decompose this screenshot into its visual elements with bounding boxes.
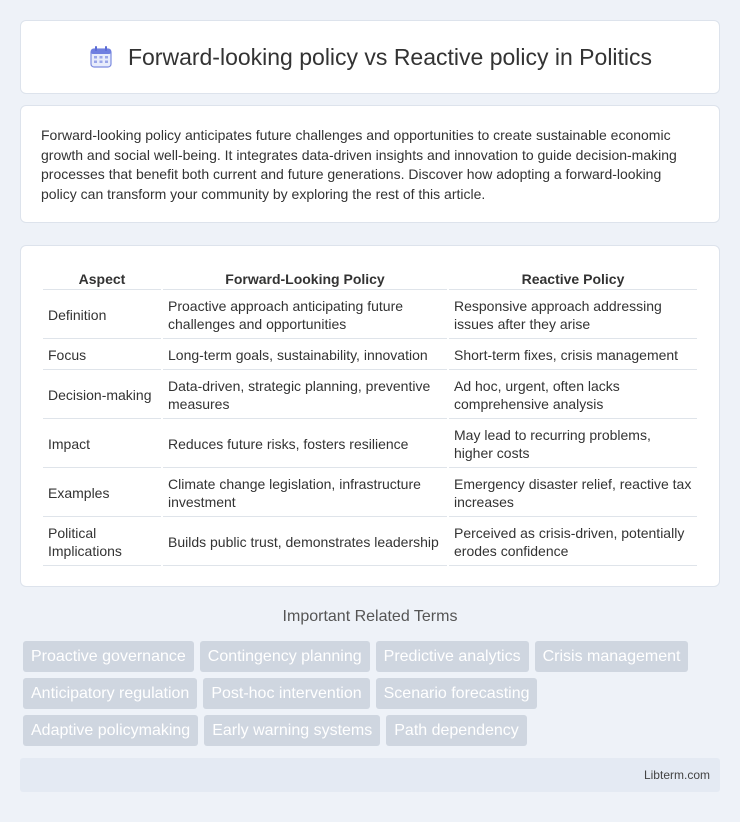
table-cell: Data-driven, strategic planning, preventive measures — [163, 372, 447, 419]
table-cell: Responsive approach addressing issues after they arise — [449, 292, 697, 339]
tag-contingency-planning[interactable]: Contingency planning — [200, 641, 370, 672]
table-cell: Emergency disaster relief, reactive tax increases — [449, 470, 697, 517]
tag-scenario-forecasting[interactable]: Scenario forecasting — [376, 678, 538, 709]
table-cell: Reduces future risks, fosters resilience — [163, 421, 447, 468]
tag-row — [23, 678, 723, 709]
table-cell: Long-term goals, sustainability, innovation — [163, 341, 447, 370]
table-cell: Political Implications — [43, 519, 161, 566]
table-cell: Definition — [43, 292, 161, 339]
tag-crisis-management[interactable]: Crisis management — [535, 641, 689, 672]
table-cell: Proactive approach anticipating future challenges and opportunities — [163, 292, 447, 339]
comparison-table — [41, 264, 699, 568]
intro-card — [20, 105, 720, 223]
table-cell: Decision-making — [43, 372, 161, 419]
table-row — [43, 519, 697, 566]
table-cell: Focus — [43, 341, 161, 370]
table-row — [43, 470, 697, 517]
table-row — [43, 421, 697, 468]
footer — [20, 758, 720, 792]
header-reactive: Reactive Policy — [449, 266, 697, 290]
table-header-row — [43, 266, 697, 290]
header-forward: Forward-Looking Policy — [163, 266, 447, 290]
table-cell: Climate change legislation, infrastructure investment — [163, 470, 447, 517]
table-cell: Impact — [43, 421, 161, 468]
page-title: Forward-looking policy vs Reactive policy in Politics — [127, 43, 653, 70]
table-cell: May lead to recurring problems, higher costs — [449, 421, 697, 468]
tag-predictive-analytics[interactable]: Predictive analytics — [376, 641, 529, 672]
table-cell: Examples — [43, 470, 161, 517]
table-cell: Builds public trust, demonstrates leadership — [163, 519, 447, 566]
tag-anticipatory-regulation[interactable]: Anticipatory regulation — [23, 678, 197, 709]
title-card — [20, 20, 720, 94]
table-cell: Perceived as crisis-driven, potentially erodes confidence — [449, 519, 697, 566]
related-terms-title: Important Related Terms — [282, 608, 458, 625]
table-cell: Ad hoc, urgent, often lacks comprehensive analysis — [449, 372, 697, 419]
tag-row — [23, 715, 723, 746]
tag-post-hoc-intervention[interactable]: Post-hoc intervention — [203, 678, 369, 709]
tag-early-warning-systems[interactable]: Early warning systems — [204, 715, 380, 746]
table-row — [43, 341, 697, 370]
tag-path-dependency[interactable]: Path dependency — [386, 715, 527, 746]
table-cell: Short-term fixes, crisis management — [449, 341, 697, 370]
intro-text: Forward-looking policy anticipates future challenges and opportunities to create sustainable economic growth and social well-being. It integrates data-driven insights and innovation to guide decision-making processes that benefit both current and future generations. Discover how adopting a forward-looking policy can transform your community by exploring the rest of this article. — [41, 127, 677, 202]
tag-adaptive-policymaking[interactable]: Adaptive policymaking — [23, 715, 198, 746]
header-aspect: Aspect — [43, 266, 161, 290]
tag-proactive-governance[interactable]: Proactive governance — [23, 641, 194, 672]
table-row — [43, 372, 697, 419]
related-terms-list — [23, 641, 723, 752]
calendar-icon — [88, 44, 114, 70]
comparison-card — [20, 245, 720, 587]
tag-row — [23, 641, 723, 672]
footer-link[interactable]: Libterm.com — [643, 768, 710, 782]
table-row — [43, 292, 697, 339]
